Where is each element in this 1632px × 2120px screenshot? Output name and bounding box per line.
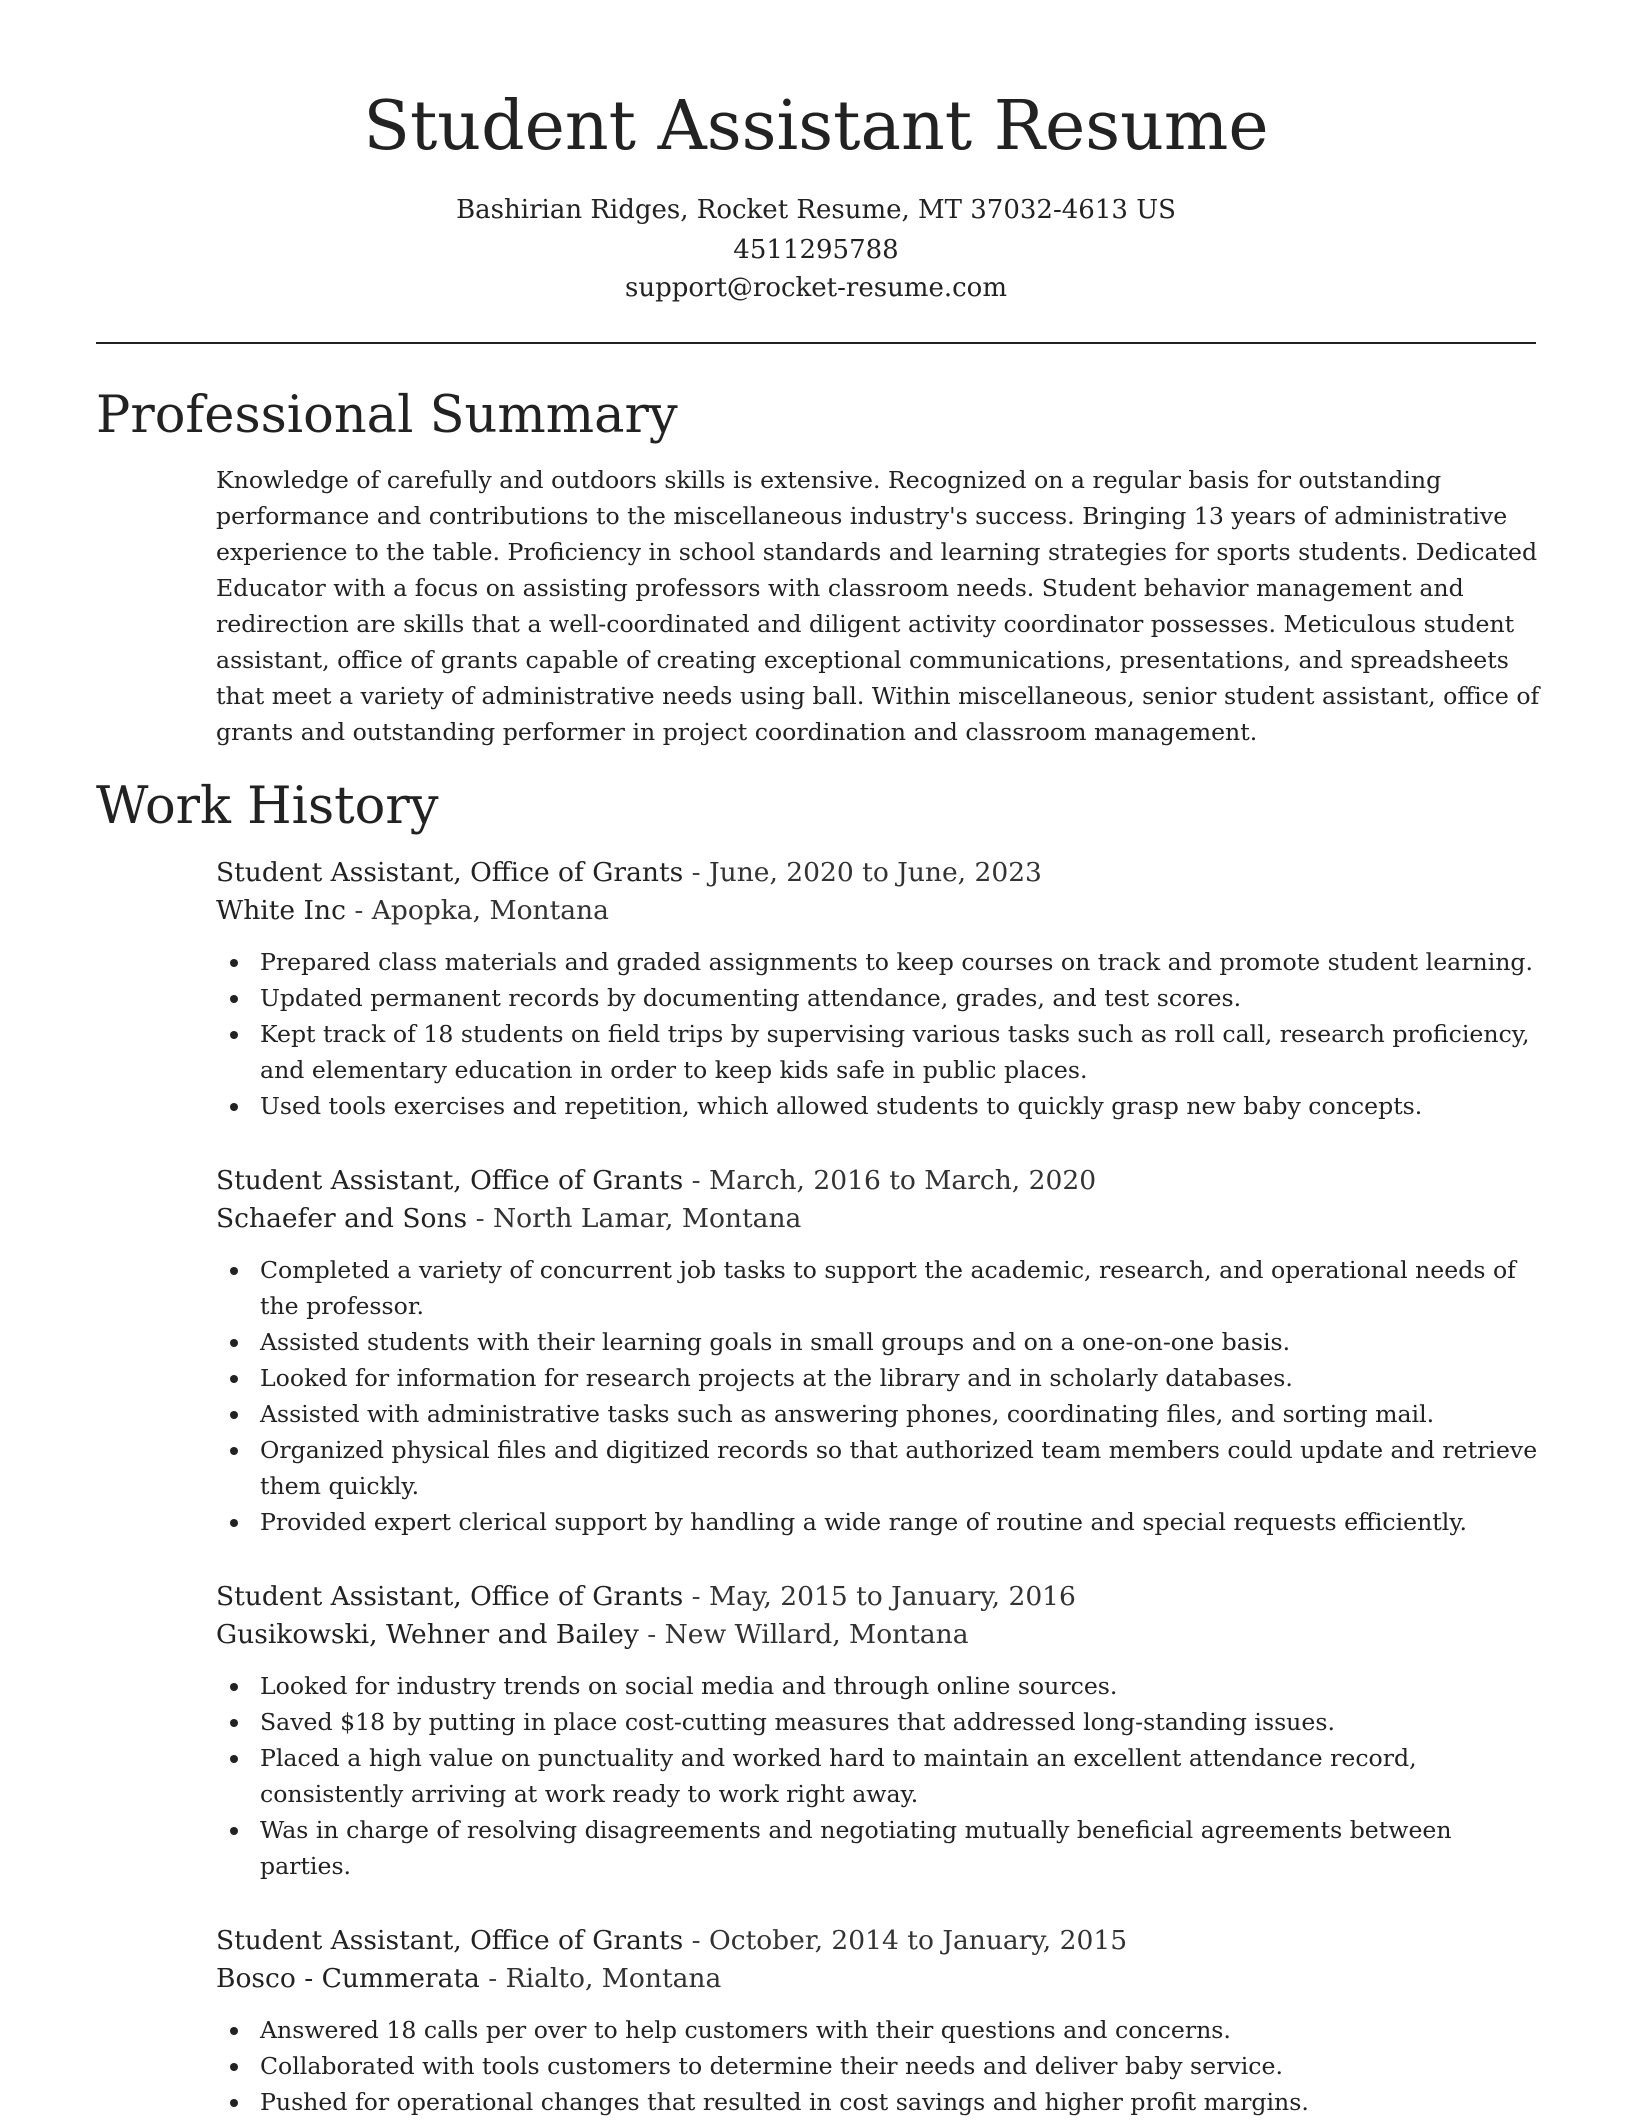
list-item	[216, 1016, 1546, 1088]
bullet-text: Assisted students with their learning goals in small groups and on a one-on-one basis.	[260, 1328, 1291, 1356]
bullet-text: Provided expert clerical support by handling a wide range of routine and special requests efficiently.	[260, 1508, 1468, 1536]
job-title-line	[216, 1578, 1546, 1616]
list-item	[216, 1704, 1546, 1740]
bullet-icon	[230, 1339, 238, 1347]
job-company: Bosco - Cummerata	[216, 1963, 480, 1994]
bullet-text: Used tools exercises and repetition, which allowed students to quickly grasp new baby concepts.	[260, 1092, 1423, 1120]
separator: -	[683, 857, 710, 888]
job-location: New Willard, Montana	[664, 1619, 969, 1650]
list-item	[216, 1396, 1546, 1432]
list-item	[216, 1504, 1546, 1540]
separator: -	[479, 1963, 506, 1994]
bullet-text: Saved $18 by putting in place cost-cutting measures that addressed long-standing issues.	[260, 1708, 1335, 1736]
job-entry	[216, 1162, 1546, 1540]
bullet-icon	[230, 2027, 238, 2035]
bullet-text: Assisted with administrative tasks such as answering phones, coordinating files, and sorting mail.	[260, 1400, 1435, 1428]
separator: -	[683, 1925, 710, 1956]
job-bullets	[216, 944, 1546, 1124]
bullet-text: Kept track of 18 students on field trips by supervising various tasks such as roll call, research proficiency, and elementary education in order to keep kids safe in public places.	[260, 1020, 1530, 1084]
job-company: Schaefer and Sons	[216, 1203, 468, 1234]
job-bullets	[216, 1668, 1546, 1884]
list-item	[216, 2084, 1546, 2120]
job-company-line	[216, 1960, 1546, 1998]
job-title: Student Assistant, Office of Grants	[216, 1581, 684, 1612]
bullet-icon	[230, 995, 238, 1003]
list-item	[216, 1432, 1546, 1504]
bullet-icon	[230, 1103, 238, 1111]
list-item	[216, 980, 1546, 1016]
job-bullets	[216, 2012, 1546, 2120]
bullet-text: Updated permanent records by documenting attendance, grades, and test scores.	[260, 984, 1242, 1012]
job-company-line	[216, 1616, 1546, 1654]
list-item	[216, 2048, 1546, 2084]
job-title-line	[216, 854, 1546, 892]
bullet-icon	[230, 1267, 238, 1275]
job-company-line	[216, 1200, 1546, 1238]
list-item	[216, 1252, 1546, 1324]
summary-heading: Professional Summary	[96, 386, 678, 445]
bullet-icon	[230, 1031, 238, 1039]
bullet-icon	[230, 959, 238, 967]
resume-title: Student Assistant Resume	[363, 87, 1269, 166]
job-title: Student Assistant, Office of Grants	[216, 1925, 684, 1956]
bullet-text: Answered 18 calls per over to help customers with their questions and concerns.	[260, 2016, 1231, 2044]
list-item	[216, 1360, 1546, 1396]
job-company: White Inc	[216, 895, 346, 926]
bullet-text: Placed a high value on punctuality and worked hard to maintain an excellent attendance record, consistently arriving at work ready to work right away.	[260, 1744, 1417, 1808]
separator: -	[467, 1203, 493, 1234]
separator: -	[683, 1165, 710, 1196]
list-item	[216, 1668, 1546, 1704]
bullet-icon	[230, 1447, 238, 1455]
job-dates: June, 2020 to June, 2023	[709, 857, 1042, 888]
list-item	[216, 944, 1546, 980]
bullet-text: Completed a variety of concurrent job tasks to support the academic, research, and operational needs of the professor.	[260, 1256, 1516, 1320]
job-location: Rialto, Montana	[505, 1963, 722, 1994]
list-item	[216, 1740, 1546, 1812]
job-dates: March, 2016 to March, 2020	[709, 1165, 1097, 1196]
bullet-text: Pushed for operational changes that resulted in cost savings and higher profit margins.	[260, 2088, 1309, 2116]
job-title-line	[216, 1922, 1546, 1960]
bullet-icon	[230, 1375, 238, 1383]
job-location: North Lamar, Montana	[492, 1203, 802, 1234]
job-dates: October, 2014 to January, 2015	[709, 1925, 1128, 1956]
job-bullets	[216, 1252, 1546, 1540]
bullet-icon	[230, 1683, 238, 1691]
separator: -	[638, 1619, 665, 1650]
bullet-icon	[230, 1519, 238, 1527]
job-location: Apopka, Montana	[371, 895, 609, 926]
job-title-line	[216, 1162, 1546, 1200]
header-divider	[96, 342, 1536, 344]
bullet-text: Prepared class materials and graded assignments to keep courses on track and promote student learning.	[260, 948, 1534, 976]
bullet-icon	[230, 2063, 238, 2071]
bullet-text: Looked for information for research projects at the library and in scholarly databases.	[260, 1364, 1293, 1392]
bullet-text: Was in charge of resolving disagreements and negotiating mutually beneficial agreements between parties.	[260, 1816, 1452, 1880]
bullet-icon	[230, 2099, 238, 2107]
list-item	[216, 1324, 1546, 1360]
bullet-text: Organized physical files and digitized records so that authorized team members could update and retrieve them quickly.	[260, 1436, 1538, 1500]
list-item	[216, 2012, 1546, 2048]
contact-address: Bashirian Ridges, Rocket Resume, MT 37032-4613 US	[456, 195, 1176, 225]
bullet-text: Collaborated with tools customers to determine their needs and deliver baby service.	[260, 2052, 1283, 2080]
bullet-icon	[230, 1755, 238, 1763]
contact-phone: 4511295788	[733, 235, 899, 265]
job-company-line	[216, 892, 1546, 930]
separator: -	[683, 1581, 710, 1612]
bullet-icon	[230, 1719, 238, 1727]
contact-email: support@rocket-resume.com	[624, 273, 1007, 303]
job-title: Student Assistant, Office of Grants	[216, 1165, 684, 1196]
bullet-text: Looked for industry trends on social media and through online sources.	[260, 1672, 1118, 1700]
job-company: Gusikowski, Wehner and Bailey	[216, 1619, 639, 1650]
bullet-icon	[230, 1411, 238, 1419]
work-history-heading: Work History	[96, 777, 439, 836]
job-entry	[216, 1578, 1546, 1884]
job-entry	[216, 1922, 1546, 2120]
separator: -	[345, 895, 372, 926]
list-item	[216, 1812, 1546, 1884]
job-dates: May, 2015 to January, 2016	[709, 1581, 1076, 1612]
summary-text: Knowledge of carefully and outdoors skills is extensive. Recognized on a regular basis for outstanding performance and contributions to the miscellaneous industry's success. Bringing 13 years of administrative experience to the table. Proficiency in school standards and learning strategies for sports students. Dedicated Educator with a focus on assisting professors with classroom needs. Student behavior management and redirection are skills that a well-coordinated and diligent activity coordinator possesses. Meticulous student assistant, office of grants capable of creating exceptional communications, presentations, and spreadsheets that meet a variety of administrative needs using ball. Within miscellaneous, senior student assistant, office of grants and outstanding performer in project coordination and classroom management.	[216, 466, 1540, 746]
list-item	[216, 1088, 1546, 1124]
job-entry	[216, 854, 1546, 1124]
job-title: Student Assistant, Office of Grants	[216, 857, 684, 888]
bullet-icon	[230, 1827, 238, 1835]
